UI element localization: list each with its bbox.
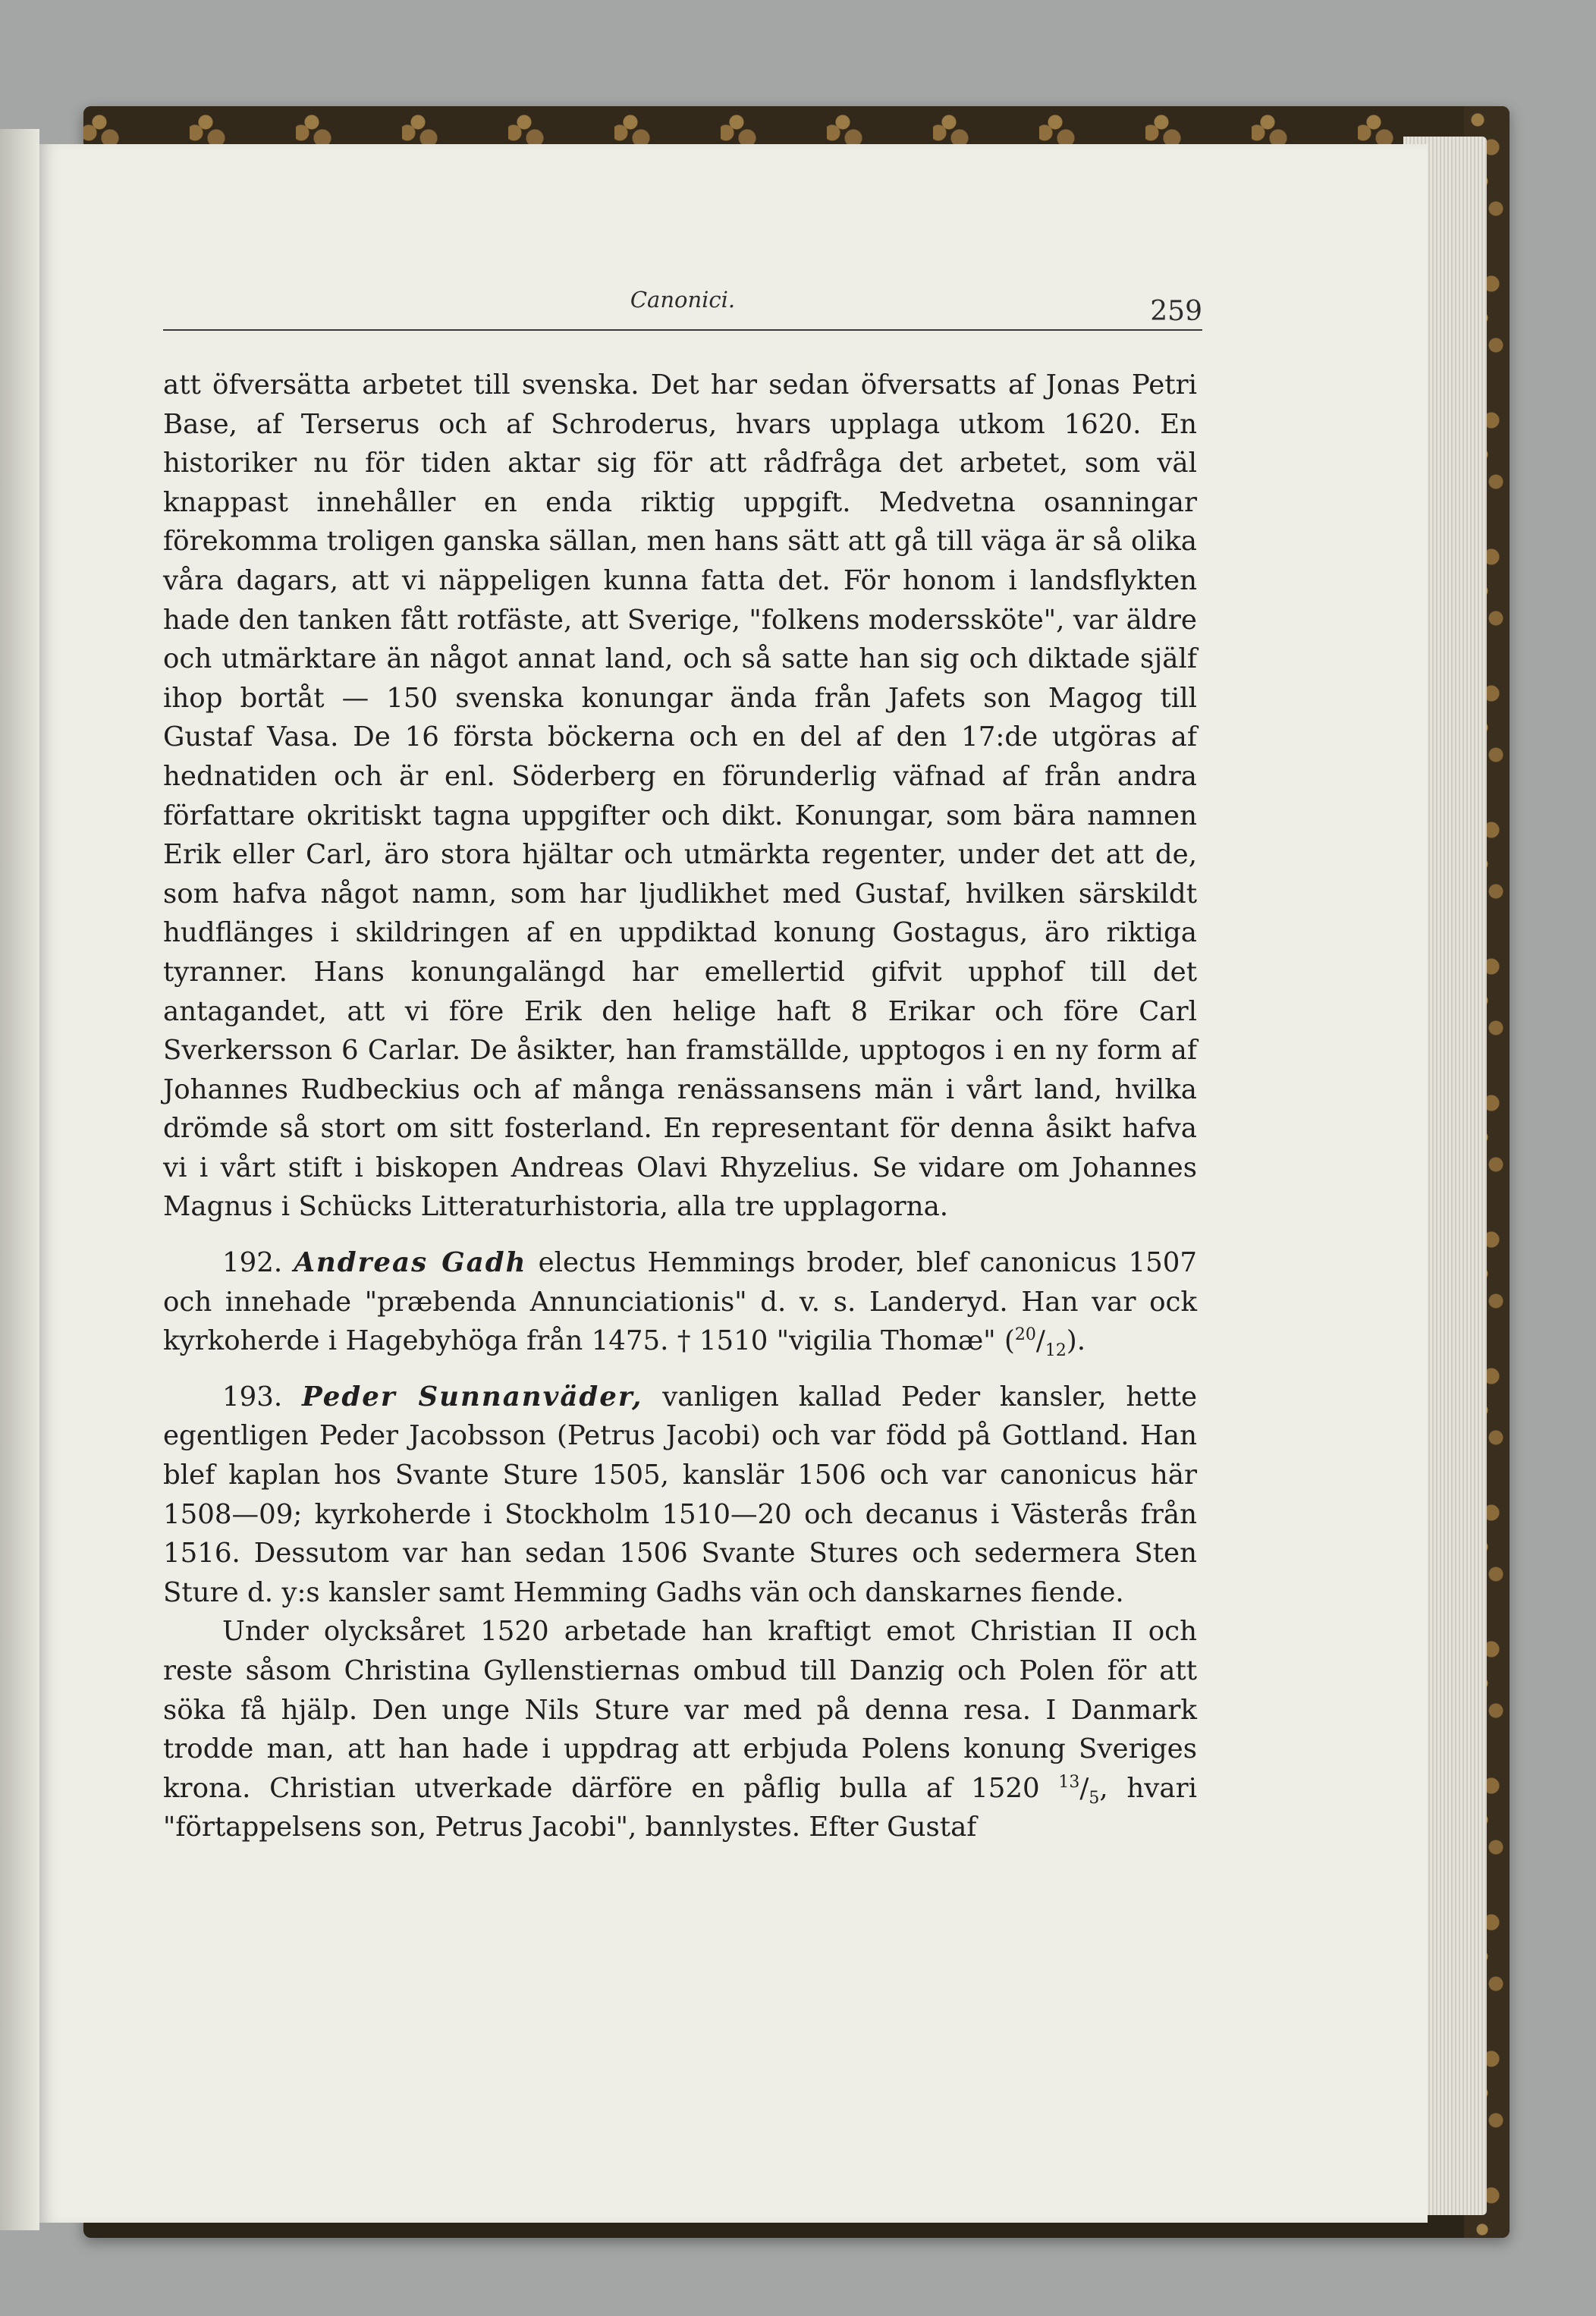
date-day: 13	[1058, 1772, 1080, 1792]
entry-192	[163, 1243, 1197, 1361]
entry-193-continued	[163, 1612, 1197, 1847]
facing-page-edge	[0, 129, 39, 2230]
paragraph-text: Under olycksåret 1520 arbetade han kraftigt emot Christian II och reste såsom Christina Gyllenstiernas ombud till Danzig och Polen för att söka få hjälp. Den unge Nils Sture var med på denna resa. I Danmark trodde man, att han hade i uppdrag att erbjuda Polens konung Sveriges krona. Christian utverkade därföre en påflig bulla af 1520	[163, 1616, 1197, 1804]
paragraph-text: att öfversätta arbetet till svenska. Det har sedan öfversatts af Jonas Petri Base, af Terserus och af Schroderus, hvars upplaga utkom 1620. En historiker nu för tiden aktar sig för att rådfråga det arbetet, som väl knappast innehåller en enda riktig uppgift. Medvetna osanningar förekomma troligen ganska sällan, men hans sätt att gå till väga är så olika våra dagars, att vi näppeligen kunna fatta det. För honom i landsflykten hade den tanken fått rotfäste, att Sverige, "folkens moderssköte", var äldre och utmärktare än något annat land, och så satte han sig och diktade själf ihop bortåt — 150 svenska konungar ända från Jafets son Magog till Gustaf Vasa. De 16 första böckerna och en del af den 17:de utgöras af hednatiden och är enl. Söderberg en förunderlig väfnad af från andra författare okritiskt tagna uppgifter och dikt. Konungar, som bära namnen Erik eller Carl, äro stora hjältar och utmärkta regenter, under det att de, som hafva något namn, som har ljudlikhet med Gustaf, hvilken särskildt hudflänges i skildringen af en uppdiktad konung Gostagus, äro riktiga tyranner. Hans konungalängd har emellertid gifvit upphof till det antagandet, att vi före Erik den helige haft 8 Erikar och före Carl Sverkersson 6 Carlar. De åsikter, han framställde, upptogos i en ny form af Johannes Rudbeckius och af många renässansens män i vårt land, hvilka drömde så stort om sitt fosterland. En representant för denna åsikt hafva vi i vårt stift i biskopen Andreas Olavi Rhyzelius. Se vidare om Johannes Magnus i Schücks Litteraturhistoria, alla tre upplagorna.	[163, 369, 1197, 1223]
body-text	[163, 366, 1197, 1847]
running-title: Canonici.	[630, 287, 736, 313]
entry-number: 192.	[222, 1247, 283, 1279]
entry-text: vanligen kallad Peder kansler, hette egentligen Peder Jacobsson (Petrus Jacobi) och var född på Gottland. Han blef kaplan hos Svante Sture 1505, kanslär 1506 och var canonicus här 1508—09; kyrkoherde i Stockholm 1510—20 och decanus i Västerås från 1516. Dessutom var han sedan 1506 Svante Stures och sedermera Sten Sture d. y:s kansler samt Hemming Gadhs vän och danskarnes fiende.	[163, 1381, 1197, 1608]
entry-name: Peder Sunnanväder,	[301, 1381, 643, 1413]
page-header	[163, 273, 1202, 334]
date-day: 20	[1014, 1325, 1036, 1345]
entry-text: electus Hemmings broder, blef canonicus 1507 och innehade "præbenda Annunciationis" d. v. s. Landeryd. Han var ock kyrkoherde i Hagebyhöga från 1475. † 1510 "vigilia Thomæ"	[163, 1247, 1198, 1357]
paragraph-text-end: , hvari "förtappelsens son, Petrus Jacobi", bannlystes. Efter Gustaf	[163, 1772, 1197, 1843]
header-rule	[163, 329, 1202, 331]
date-end: .	[1076, 1325, 1086, 1357]
page-number: 259	[1150, 296, 1202, 327]
entry-name: Andreas Gadh	[294, 1247, 527, 1279]
entry-number: 193.	[222, 1381, 283, 1413]
paragraph-continuation	[163, 366, 1197, 1227]
entry-193	[163, 1378, 1197, 1613]
date-month: 5	[1089, 1788, 1100, 1808]
date-fraction: $(^{20}/_{12})$	[1004, 1325, 1077, 1361]
date-fraction: $^{13}/_5$	[1058, 1772, 1100, 1808]
date-month: 12	[1045, 1341, 1067, 1361]
